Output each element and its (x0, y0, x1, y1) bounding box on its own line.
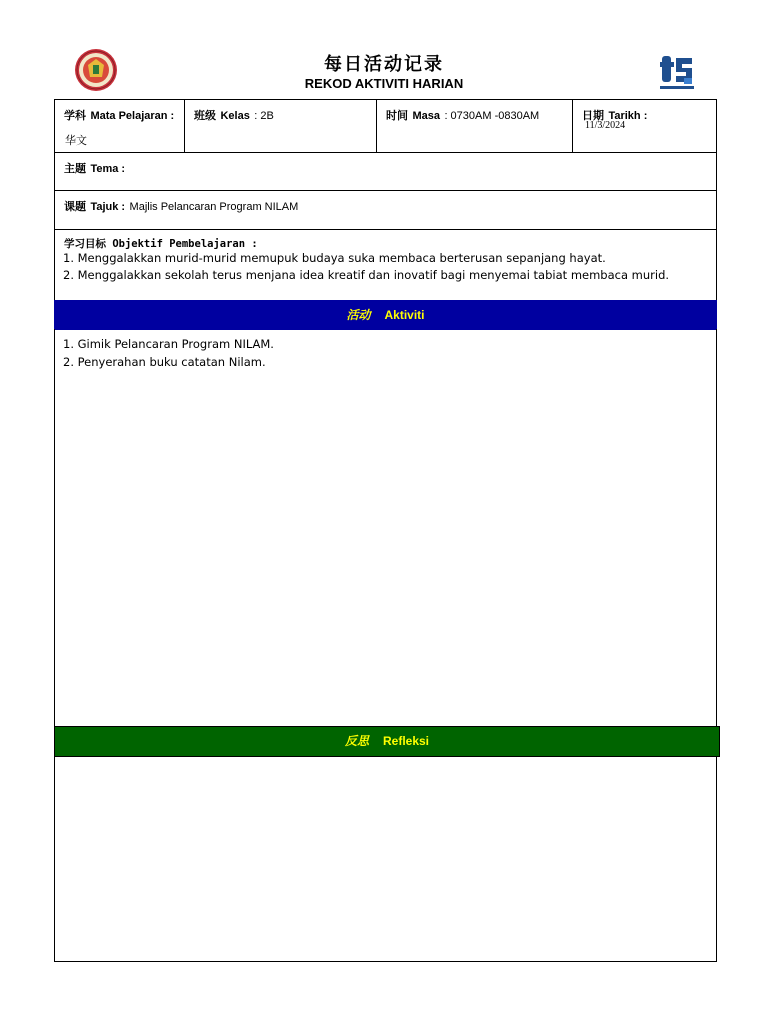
subject-value: 华文 (65, 134, 87, 147)
time-cell (376, 99, 573, 153)
activity-item: 1. Gimik Pelancaran Program NILAM. (63, 337, 274, 351)
class-label-zh: 班级 (194, 109, 216, 122)
theme-label-zh: 主题 (64, 162, 86, 175)
objectives-heading: 学习目标 Objektif Pembelajaran : (64, 238, 258, 250)
topic-value: Majlis Pelancaran Program NILAM (129, 201, 299, 213)
date-label-zh: 日期 (582, 109, 604, 122)
reflection-header-band (54, 726, 720, 757)
activity-label-zh: 活动 (346, 308, 371, 322)
topic-row (54, 190, 717, 230)
date-cell (572, 99, 717, 153)
time-value: : 0730AM -0830AM (444, 110, 540, 122)
date-label: Tarikh : (608, 110, 648, 122)
time-label-zh: 时间 (386, 109, 408, 122)
reflection-area (54, 756, 717, 962)
subject-label: Mata Pelajaran : (90, 110, 175, 122)
date-value: 11/3/2024 (585, 120, 626, 131)
subject-cell (54, 99, 185, 153)
theme-label: Tema : (90, 163, 126, 175)
objective-item: 1. Menggalakkan murid-murid memupuk budaya suka membaca berterusan sepanjang hayat. (63, 251, 606, 265)
form-title-malay: REKOD AKTIVITI HARIAN (304, 76, 464, 91)
objectives-list (63, 250, 669, 284)
activity-label: Aktiviti (384, 308, 425, 322)
theme-row (54, 152, 717, 191)
activity-item: 2. Penyerahan buku catatan Nilam. (63, 355, 266, 369)
form-title-chinese: 每日活动记录 (324, 54, 444, 75)
activity-header-band (54, 300, 717, 330)
activity-list (63, 335, 274, 371)
activity-area (54, 329, 717, 727)
topic-label-zh: 课题 (64, 200, 86, 213)
subject-label-zh: 学科 (64, 109, 86, 122)
topic-label: Tajuk : (90, 201, 126, 213)
class-cell (184, 99, 377, 153)
objective-item: 2. Menggalakkan sekolah terus menjana idea kreatif dan inovatif bagi menyemai tabiat membaca murid. (63, 268, 670, 282)
class-label: Kelas (220, 110, 250, 122)
reflection-label-zh: 反思 (344, 734, 369, 748)
objectives-row (54, 229, 717, 301)
reflection-label: Refleksi (382, 734, 430, 748)
time-label: Masa (412, 110, 440, 122)
class-value: : 2B (254, 110, 274, 122)
